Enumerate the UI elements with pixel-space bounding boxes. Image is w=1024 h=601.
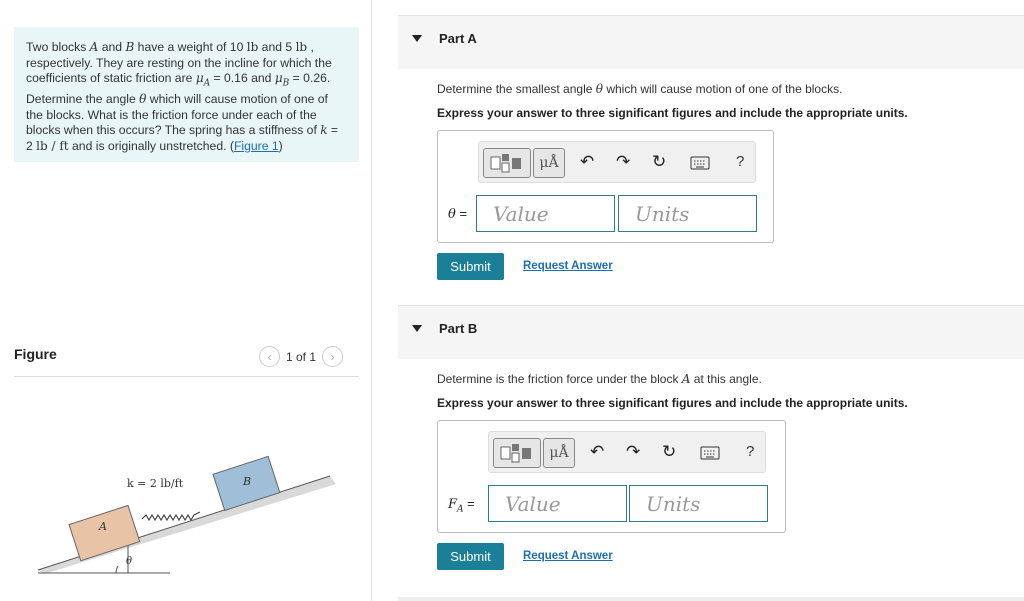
- figure-block-b-label: B: [243, 475, 252, 488]
- value-input[interactable]: Value: [488, 485, 627, 522]
- part-b-instruction: Express your answer to three significant figures and include the appropriate units.: [437, 396, 908, 410]
- undo-icon[interactable]: ↶: [590, 442, 605, 461]
- figure-spring-label: k = 2 lb/ft: [127, 477, 184, 490]
- var-sub: A: [203, 78, 211, 89]
- figure-heading: Figure: [14, 346, 57, 362]
- templates-button[interactable]: [493, 438, 541, 468]
- problem-statement: [14, 27, 359, 162]
- part-b-question: [437, 372, 762, 386]
- chevron-right-icon[interactable]: ›: [322, 346, 343, 367]
- figure-pager: [259, 346, 343, 367]
- undo-icon[interactable]: ↶: [580, 152, 595, 171]
- help-icon[interactable]: ?: [746, 443, 755, 460]
- problem-text-part: and: [98, 40, 126, 54]
- reset-icon[interactable]: ↻: [652, 152, 667, 171]
- block-a: [69, 505, 140, 560]
- var-sub: B: [282, 78, 290, 89]
- problem-text-part: have a weight of 10: [134, 40, 247, 54]
- part-a-answer-box: [437, 130, 774, 243]
- question-text: which will cause motion of one of the blocks.: [602, 82, 843, 96]
- unit-lb: lb: [246, 40, 259, 54]
- problem-text-part: = 2: [26, 123, 339, 153]
- var-theta: θ: [139, 92, 147, 107]
- var-a: A: [89, 40, 99, 54]
- var-mu: μ: [195, 71, 204, 86]
- collapse-caret-icon[interactable]: [412, 325, 422, 332]
- spring: [142, 512, 200, 520]
- templates-icon: [489, 152, 525, 174]
- var-k: k: [320, 123, 328, 138]
- problem-text-part: = 0.26. Determine the angle: [26, 71, 331, 107]
- problem-text-part: and 5: [258, 40, 296, 54]
- part-a-instruction: Express your answer to three significant figures and include the appropriate units.: [437, 106, 908, 120]
- value-input[interactable]: Value: [476, 195, 615, 232]
- templates-icon: [499, 442, 535, 464]
- submit-button[interactable]: Submit: [437, 253, 504, 280]
- question-text: Determine is the friction force under the block: [437, 372, 682, 386]
- units-input[interactable]: Units: [618, 195, 757, 232]
- part-b-answer-box: [437, 420, 786, 533]
- keyboard-icon[interactable]: [690, 156, 710, 170]
- math-toolbar: [478, 141, 756, 183]
- figure-divider: [14, 376, 359, 377]
- answer-var: θ: [448, 207, 456, 222]
- chevron-left-icon[interactable]: ‹: [259, 346, 280, 367]
- answer-eq: =: [455, 206, 468, 221]
- var-mu: μ: [274, 71, 283, 86]
- question-var: A: [681, 372, 691, 386]
- help-icon[interactable]: ?: [736, 153, 745, 170]
- problem-text-part: = 0.16 and: [210, 71, 275, 86]
- unit-lb: lb: [295, 40, 308, 54]
- redo-icon[interactable]: ↷: [626, 442, 641, 461]
- answer-label: [448, 496, 475, 515]
- part-b-title: Part B: [439, 321, 478, 336]
- math-toolbar: [488, 431, 766, 473]
- part-a-header[interactable]: [398, 15, 1024, 69]
- units-button[interactable]: μÅ: [533, 148, 565, 178]
- figure-block-a-label: A: [99, 520, 107, 533]
- column-divider: [371, 0, 372, 601]
- next-part-edge: [398, 597, 1024, 601]
- redo-icon[interactable]: ↷: [616, 152, 631, 171]
- answer-sub: A: [457, 504, 464, 515]
- question-text: at this angle.: [690, 372, 762, 386]
- reset-icon[interactable]: ↻: [662, 442, 677, 461]
- problem-text-part: Two blocks: [26, 40, 90, 54]
- question-text: Determine the smallest angle: [437, 82, 596, 96]
- request-answer-link[interactable]: Request Answer: [523, 260, 613, 272]
- problem-text: [26, 40, 347, 155]
- problem-text-part: and is originally unstretched. (: [68, 139, 234, 153]
- part-b-header[interactable]: [398, 305, 1024, 359]
- figure-angle: θ: [126, 556, 133, 567]
- part-a-title: Part A: [439, 31, 477, 46]
- figure-image: [30, 440, 350, 580]
- collapse-caret-icon[interactable]: [412, 35, 422, 42]
- pager-count: 1 of 1: [286, 349, 317, 364]
- keyboard-icon[interactable]: [700, 446, 720, 460]
- answer-label: [448, 206, 467, 222]
- var-b: B: [125, 40, 135, 54]
- units-input[interactable]: Units: [629, 485, 768, 522]
- problem-text-part: , respectively. They are resting on the incline for which the coefficients of static friction are: [26, 40, 332, 86]
- templates-button[interactable]: [483, 148, 531, 178]
- figure-link[interactable]: Figure 1: [233, 139, 279, 153]
- problem-text-part: ): [278, 139, 283, 153]
- submit-button[interactable]: Submit: [437, 543, 504, 570]
- part-a-question: [437, 82, 842, 96]
- request-answer-link[interactable]: Request Answer: [523, 550, 613, 562]
- question-var: θ: [595, 82, 603, 96]
- problem-text-part: which will cause motion of one of the blocks. What is the friction force under each of the blocks when this occurs? The spring has a stiffness of: [26, 92, 328, 138]
- units-button[interactable]: μÅ: [543, 438, 575, 468]
- unit-lb-ft: lb / ft: [36, 139, 69, 153]
- answer-var: F: [448, 497, 458, 512]
- answer-eq: =: [463, 496, 475, 511]
- angle-arc: [116, 566, 118, 573]
